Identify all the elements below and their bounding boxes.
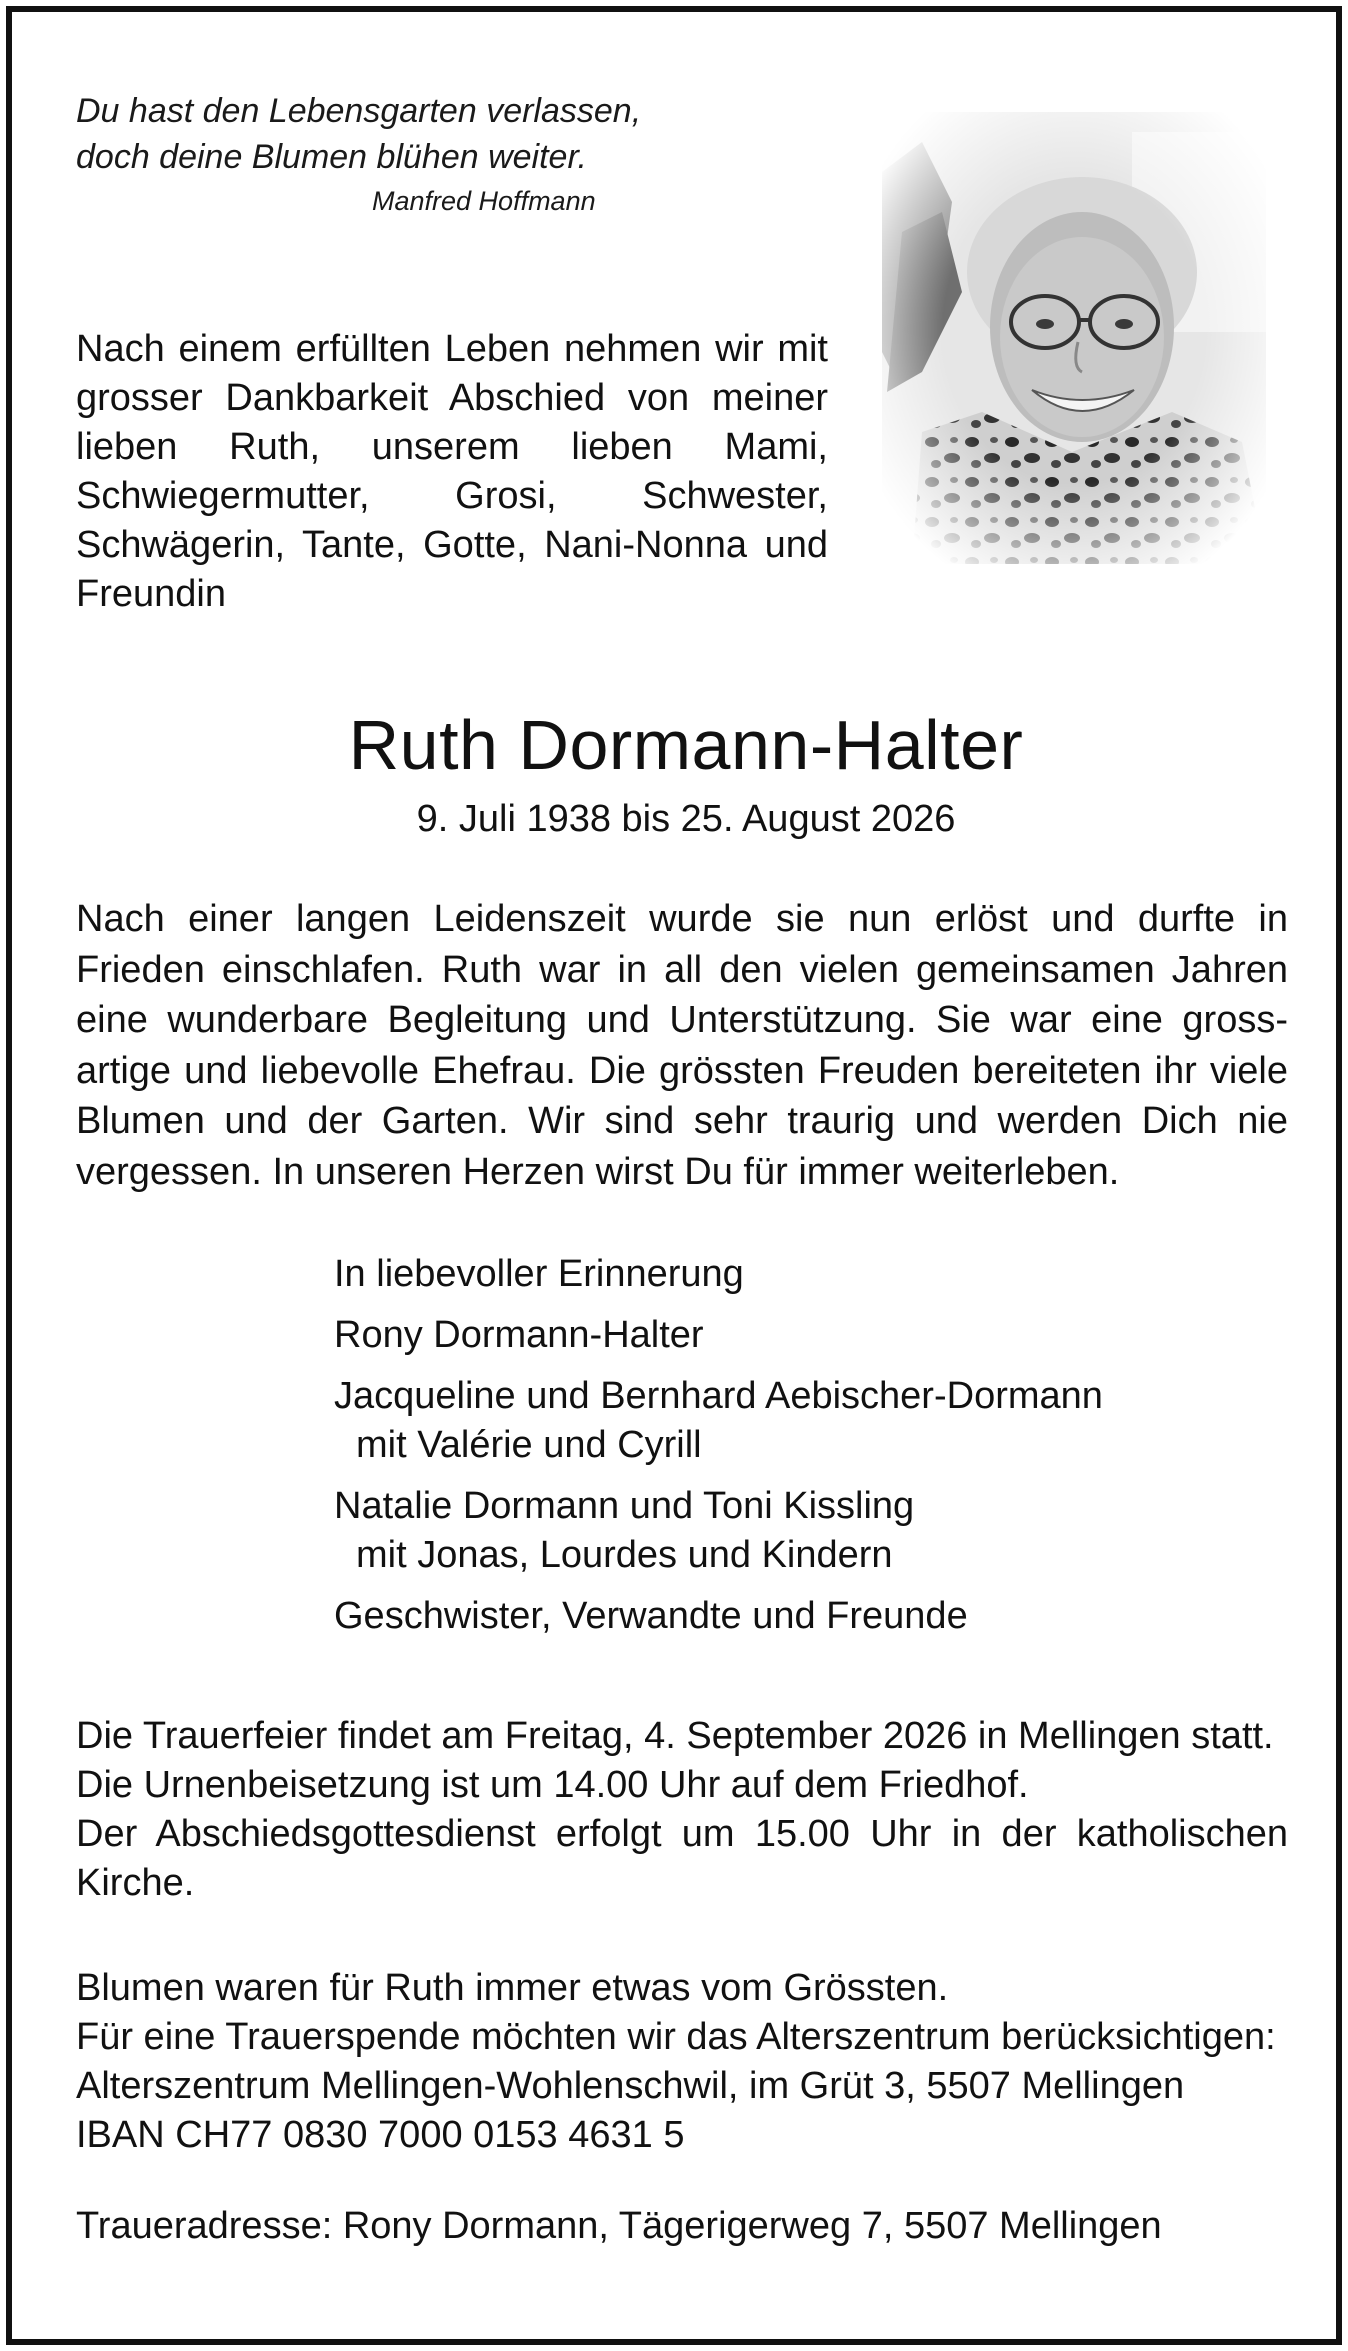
mourner-sub: mit Valérie und Cyrill <box>356 1424 702 1466</box>
life-dates: 9. Juli 1938 bis 25. August 2026 <box>416 798 956 840</box>
intro-paragraph: Nach einem erfüllten Leben nehmen wir mit grosser Dankbarkeit Abschied von meiner lieben Ruth, unserem lieben Mami, Schwiegermutter, Grosi, Schwester, Schwägerin, Tante, Gotte, Nani-Nonna und Freundin <box>76 328 828 615</box>
mourner-entry <box>334 1482 1234 1580</box>
ceremony-line: Der Abschiedsgottesdienst erfolgt um 15.00 Uhr in der katholischen Kirche. <box>76 1813 1288 1904</box>
donation-line: Für eine Trauerspende möchten wir das Alterszentrum berücksichtigen: <box>76 2016 1276 2058</box>
mourner-entry <box>334 1311 1234 1360</box>
mourner-name: Natalie Dormann und Toni Kissling <box>334 1485 915 1527</box>
quote-line-1: Du hast den Lebensgarten verlassen, <box>76 92 642 130</box>
mourner-entry <box>334 1372 1234 1470</box>
mourner-entry <box>334 1592 1234 1641</box>
iban-line: IBAN CH77 0830 7000 0153 4631 5 <box>76 2114 685 2156</box>
tribute-paragraph: Nach einer langen Leidenszeit wurde sie nun erlöst und durfte in Frieden einschlafen. Ruth war in all den vielen gemeinsamen Jahren eine wunderbare Begleitung und Unterstützung. Sie war eine grossartige und liebevolle Ehefrau. Die grössten Freuden bereiteten ihr viele Blumen und der Garten. Wir sind sehr traurig und werden Dich nie vergessen. In unseren Herzen wirst Du für immer weiterleben. <box>76 898 1288 1193</box>
ceremony-line: Die Trauerfeier findet am Freitag, 4. September 2026 in Mellingen statt. <box>76 1715 1274 1757</box>
mourner-name: Jacqueline und Bernhard Aebischer-Dormann <box>334 1375 1103 1417</box>
obituary-frame <box>6 6 1342 2345</box>
mourners-list <box>334 1250 1234 1653</box>
quote-line-2: doch deine Blumen blühen weiter. <box>76 138 587 176</box>
mourning-address: Traueradresse: Rony Dormann, Tägerigerweg 7, 5507 Mellingen <box>76 2205 1162 2247</box>
mourner-name: Rony Dormann-Halter <box>334 1314 704 1356</box>
ceremony-info <box>76 1712 1288 1908</box>
mourner-name: Geschwister, Verwandte und Freunde <box>334 1595 968 1637</box>
mourner-sub: mit Jonas, Lourdes und Kindern <box>356 1534 893 1576</box>
deceased-name: Ruth Dormann-Halter <box>348 706 1024 784</box>
donation-line: Blumen waren für Ruth immer etwas vom Grössten. <box>76 1967 949 2009</box>
ceremony-line: Die Urnenbeisetzung ist um 14.00 Uhr auf dem Friedhof. <box>76 1764 1029 1806</box>
donation-info <box>76 1964 1288 2160</box>
donation-line: Alterszentrum Mellingen-Wohlenschwil, im Grüt 3, 5507 Mellingen <box>76 2065 1185 2107</box>
mourners-heading: In liebevoller Erinnerung <box>334 1253 744 1295</box>
portrait-photo <box>882 112 1266 564</box>
quote-author: Manfred Hoffmann <box>372 186 596 216</box>
memorial-quote <box>76 88 676 220</box>
